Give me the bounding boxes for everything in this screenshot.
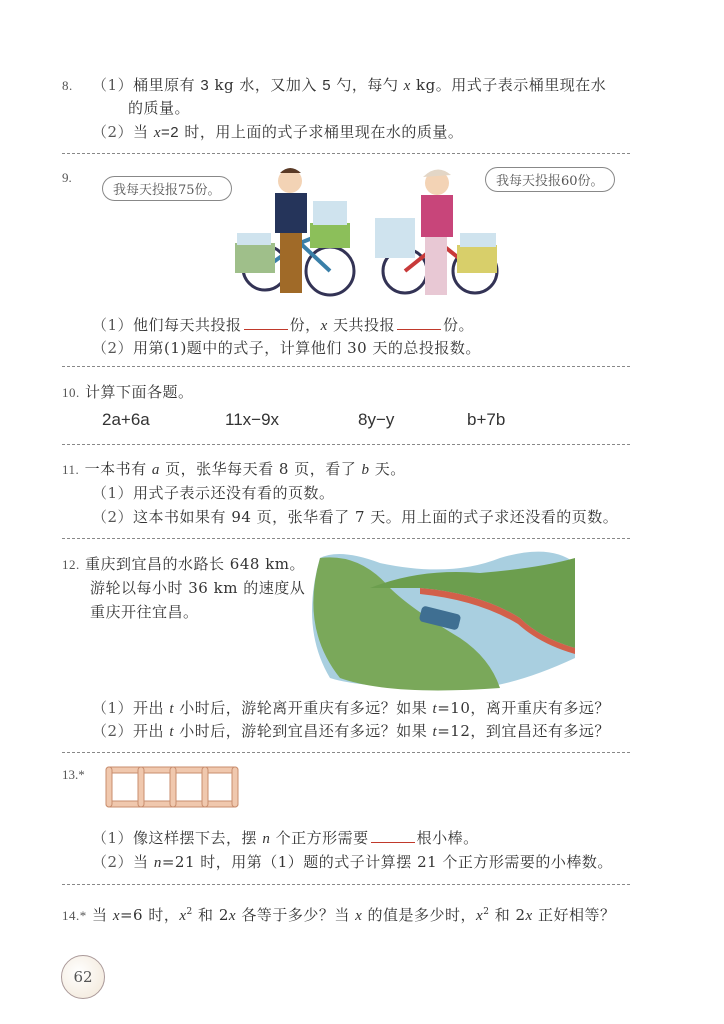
river-illustration bbox=[300, 548, 575, 693]
answer-blank[interactable] bbox=[397, 315, 441, 330]
q13-number: 13.* bbox=[62, 767, 85, 782]
q8-part1-line1: 8. （1）桶里原有 3 kg 水，又加入 5 勺，每勺 x kg。用式子表示桶里现在水 bbox=[62, 76, 607, 94]
speech-bubble-boy: 我每天投报75份。 bbox=[102, 176, 232, 201]
q11-part1: （1）用式子表示还没有看的页数。 bbox=[92, 484, 335, 502]
bicycle-illustration bbox=[225, 163, 515, 308]
q9-part2: （2）用第(1)题中的式子，计算他们 30 天的总投报数。 bbox=[92, 339, 481, 357]
q12-line3: 重庆开往宜昌。 bbox=[90, 603, 199, 621]
speech-bubble-girl: 我每天投报60份。 bbox=[485, 167, 615, 192]
expression: b+7b bbox=[467, 410, 506, 429]
q12-part2: （2）开出 t 小时后，游轮到宜昌还有多远？如果 t=12，到宜昌还有多远？ bbox=[92, 722, 610, 740]
q12-part1: （1）开出 t 小时后，游轮离开重庆有多远？如果 t=10，离开重庆有多远？ bbox=[92, 699, 610, 717]
answer-blank[interactable] bbox=[371, 828, 415, 843]
expression: 8y−y bbox=[358, 410, 395, 429]
expression: 2a+6a bbox=[102, 410, 150, 429]
divider bbox=[62, 538, 630, 539]
divider bbox=[62, 444, 630, 445]
q8-part1-line2: 的质量。 bbox=[128, 99, 191, 117]
q13-part2: （2）当 n=21 时，用第（1）题的式子计算摆 21 个正方形需要的小棒数。 bbox=[92, 853, 613, 871]
q12-line2: 游轮以每小时 36 km 的速度从 bbox=[90, 579, 306, 597]
matchstick-squares-figure bbox=[104, 765, 240, 811]
divider bbox=[62, 884, 630, 885]
q9-number: 9. bbox=[62, 170, 72, 185]
expression: 11x−9x bbox=[225, 410, 280, 429]
q8-number: 8. bbox=[62, 78, 73, 93]
q13-part1: （1）像这样摆下去，摆 n 个正方形需要 根小棒。 bbox=[92, 829, 479, 847]
q8-part2: （2）当 x=2 时，用上面的式子求桶里现在水的质量。 bbox=[92, 123, 464, 141]
page-number: 62 bbox=[73, 968, 93, 986]
q9-part1: （1）他们每天共投报 份，x 天共投报 份。 bbox=[92, 316, 475, 334]
q11-part2: （2）这本书如果有 94 页，张华看了 7 天。用上面的式子求还没看的页数。 bbox=[92, 508, 619, 526]
q11-stem: 11. 一本书有 a 页，张华每天看 8 页，看了 b 天。 bbox=[62, 460, 406, 478]
page-number-badge bbox=[61, 955, 105, 999]
answer-blank[interactable] bbox=[244, 315, 288, 330]
divider bbox=[62, 752, 630, 753]
divider bbox=[62, 366, 630, 367]
q12-line1: 12. 重庆到宜昌的水路长 648 km。 bbox=[62, 555, 306, 573]
q14-text: 14.* 当 x=6 时，$x^2$ 和 2x 各等于多少？当 x 的值是多少时，$x^2$ 和 2x 正好相等？ bbox=[62, 906, 616, 924]
divider bbox=[62, 153, 630, 154]
q10-title: 10. 计算下面各题。 bbox=[62, 383, 194, 401]
